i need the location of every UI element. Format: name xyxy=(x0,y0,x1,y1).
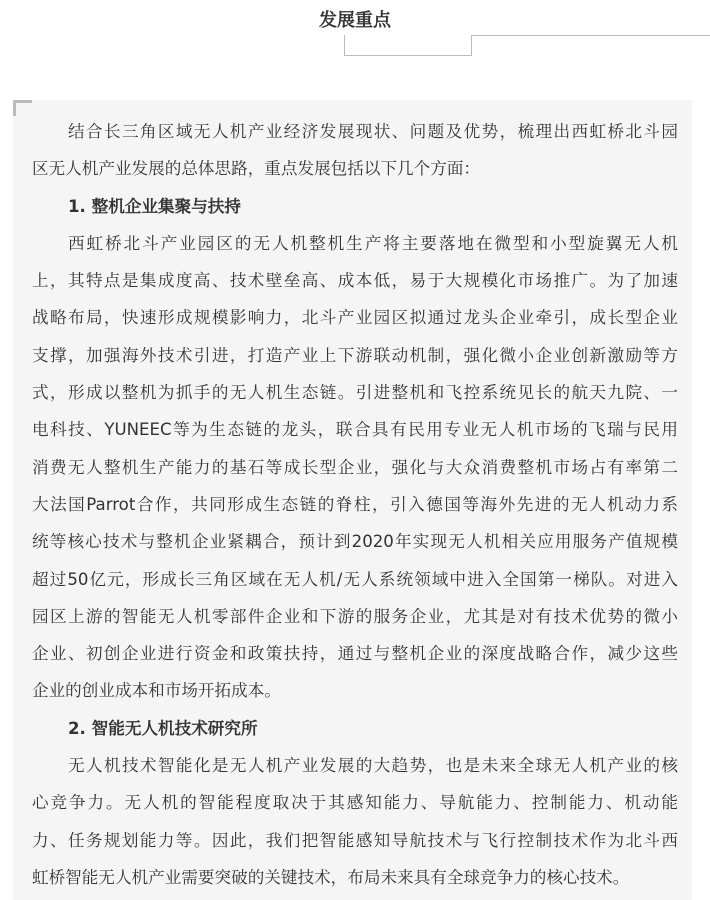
paragraph-line: 战略布局，快速形成规模影响力，北斗产业园区拟通过龙头企业牵引，成长型企业 xyxy=(32,308,678,328)
paragraph-line: 企业的创业成本和市场开拓成本。 xyxy=(32,681,281,701)
paragraph-line: 结合长三角区域无人机产业经济发展现状、问题及优势，梳理出西虹桥北斗园 xyxy=(68,122,678,141)
title-divider xyxy=(471,35,710,36)
article-body xyxy=(32,113,678,896)
paragraph-line: 式，形成以整机为抓手的无人机生态链。引进整机和飞控系统见长的航天九院、一 xyxy=(32,383,678,403)
paragraph-line: 支撑，加强海外技术引进，打造产业上下游联动机制，强化微小企业创新激励等方 xyxy=(32,345,678,365)
title-divider xyxy=(344,55,472,56)
paragraph-line: 统等核心技术与整机企业紧耦合，预计到2020年实现无人机相关应用服务产值规模 xyxy=(32,532,678,552)
title-divider xyxy=(344,35,345,56)
title-divider xyxy=(471,35,472,56)
section-heading: 1. 整机企业集聚与扶持 xyxy=(68,196,241,216)
paragraph-line: 无人机技术智能化是无人机产业发展的大趋势，也是未来全球无人机产业的核 xyxy=(68,756,678,776)
paragraph-line: 虹桥智能无人机产业需要突破的关键技术，布局未来具有全球竞争力的核心技术。 xyxy=(32,867,630,887)
section-heading: 2. 智能无人机技术研究所 xyxy=(68,718,258,738)
paragraph-line: 大法国Parrot合作，共同形成生态链的脊柱，引入德国等海外先进的无人机动力系 xyxy=(32,494,678,514)
paragraph-line: 上，其特点是集成度高、技术壁垒高、成本低，易于大规模化市场推广。为了加速 xyxy=(32,271,678,291)
paragraph-line: 西虹桥北斗产业园区的无人机整机生产将主要落地在微型和小型旋翼无人机 xyxy=(68,233,678,253)
paragraph-line: 心竞争力。无人机的智能程度取决于其感知能力、导航能力、控制能力、机动能 xyxy=(32,793,678,813)
corner-decoration xyxy=(13,100,16,116)
paragraph-line: 超过50亿元，形成长三角区域在无人机/无人系统领域中进入全国第一梯队。对进入 xyxy=(32,569,678,589)
paragraph-line: 区无人机产业发展的总体思路，重点发展包括以下几个方面： xyxy=(32,159,481,179)
page-title: 发展重点 xyxy=(319,10,391,31)
paragraph-line: 园区上游的智能无人机零部件企业和下游的服务企业，尤其是对有技术优势的微小 xyxy=(32,606,678,626)
paragraph-line: 电科技、YUNEEC等为生态链的龙头，联合具有民用专业无人机市场的飞瑞与民用 xyxy=(32,420,678,440)
paragraph-line: 力、任务规划能力等。因此，我们把智能感知导航技术与飞行控制技术作为北斗西 xyxy=(32,830,678,850)
paragraph-line: 消费无人整机生产能力的基石等成长型企业，强化与大众消费整机市场占有率第二 xyxy=(32,457,678,477)
paragraph-line: 企业、初创企业进行资金和政策扶持，通过与整机企业的深度战略合作，减少这些 xyxy=(32,644,678,664)
